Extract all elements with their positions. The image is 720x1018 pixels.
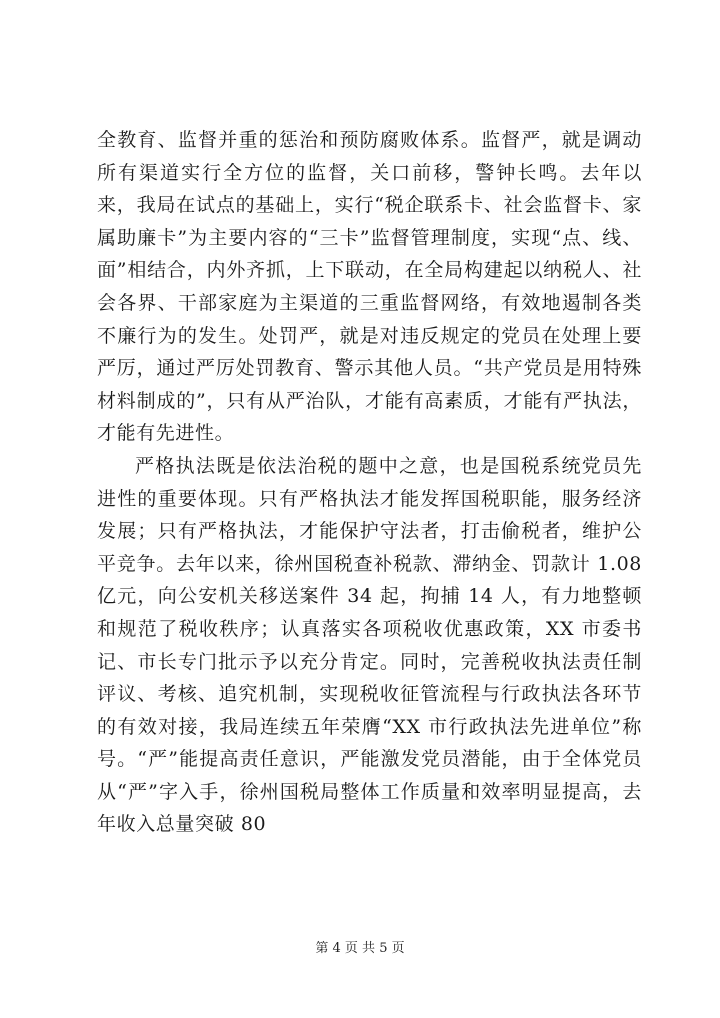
document-body — [97, 124, 642, 841]
page-number-footer: 第 4 页 共 5 页 — [315, 941, 405, 956]
paragraph-strict-enforcement: 严格执法既是依法治税的题中之意，也是国税系统党员先进性的重要体现。只有严格执法才能发挥国税职能，服务经济发展；只有严格执法，才能保护守法者，打击偷税者，维护公平竞争。去年以来，徐州国税查补税款、滞纳金、罚款计 1.08 亿元，向公安机关移送案件 34 起，拘捕 14 人，有力地整顿和规范了税收秩序；认真落实各项税收优惠政策，XX 市委书记、市长专门批示予以充分肯定。同时，完善税收执法责任制评议、考核、追究机制，实现税收征管流程与行政执法各环节的有效对接，我局连续五年荣膺“XX 市行政执法先进单位”称号。“严”能提高责任意识，严能激发党员潜能，由于全体党员从“严”字入手，徐州国税局整体工作质量和效率明显提高，去年收入总量突破 80 — [97, 454, 642, 836]
paragraph-continuation: 全教育、监督并重的惩治和预防腐败体系。监督严，就是调动所有渠道实行全方位的监督，关口前移，警钟长鸣。去年以来，我局在试点的基础上，实行“税企联系卡、社会监督卡、家属助廉卡”为主要内容的“三卡”监督管理制度，实现“点、线、面”相结合，内外齐抓，上下联动，在全局构建起以纳税人、社会各界、干部家庭为主渠道的三重监督网络，有效地遏制各类不廉行为的发生。处罚严，就是对违反规定的党员在处理上要严厉，通过严厉处罚教育、警示其他人员。“共产党员是用特殊材料制成的”，只有从严治队，才能有高素质，才能有严执法，才能有先进性。 — [97, 129, 642, 445]
